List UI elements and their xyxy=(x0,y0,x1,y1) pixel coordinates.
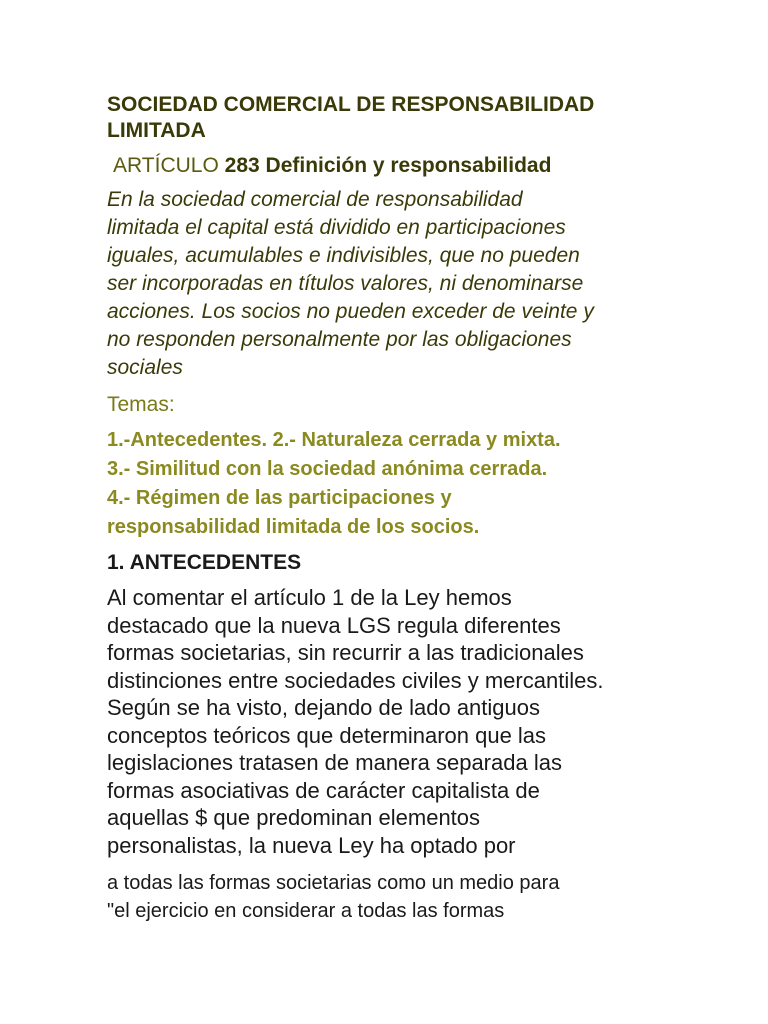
text-line: personalistas, la nueva Ley ha optado por xyxy=(107,832,516,858)
text-line: ser incorporadas en títulos valores, ni denominarse xyxy=(107,272,584,295)
body-paragraph-continued xyxy=(107,869,677,925)
topics-list xyxy=(107,426,707,542)
text-line: legislaciones tratasen de manera separada las xyxy=(107,750,562,775)
topic-line: 3.- Similitud con la sociedad anónima cerrada. xyxy=(107,458,548,480)
text-line: destacado que la nueva LGS regula diferentes xyxy=(107,612,561,638)
text-line: a todas las formas societarias como un medio para xyxy=(107,872,560,894)
body-paragraph xyxy=(107,584,677,859)
text-line: formas asociativas de carácter capitalista de xyxy=(107,777,540,803)
text-line: sociales xyxy=(107,356,183,379)
article-heading xyxy=(107,153,707,179)
document-title xyxy=(107,92,707,144)
text-line: formas societarias, sin recurrir a las tradicionales xyxy=(107,640,584,665)
section-heading: 1. ANTECEDENTES xyxy=(107,551,302,574)
text-line: acciones. Los socios no pueden exceder de veinte y xyxy=(107,300,594,323)
topics-label: Temas: xyxy=(107,393,175,416)
text-line: no responden personalmente por las obligaciones xyxy=(107,328,572,351)
article-definition-text xyxy=(107,186,667,382)
text-line: distinciones entre sociedades civiles y mercantiles. xyxy=(107,667,604,693)
text-line: Según se ha visto, dejando de lado antiguos xyxy=(107,695,540,720)
article-title: 283 Definición y responsabilidad xyxy=(224,154,552,177)
text-line: aquellas $ que predominan elementos xyxy=(107,805,481,830)
text-line: limitada el capital está dividido en participaciones xyxy=(107,216,566,239)
topic-line: responsabilidad limitada de los socios. xyxy=(107,516,480,538)
text-line: "el ejercicio en considerar a todas las formas xyxy=(107,900,505,922)
document-page xyxy=(107,92,707,925)
topic-line: 4.- Régimen de las participaciones y xyxy=(107,487,452,509)
text-line: conceptos teóricos que determinaron que las xyxy=(107,722,547,748)
text-line: iguales, acumulables e indivisibles, que no pueden xyxy=(107,244,580,267)
title-line: SOCIEDAD COMERCIAL DE RESPONSABILIDAD xyxy=(107,93,595,116)
topic-line: 1.-Antecedentes. 2.- Naturaleza cerrada y mixta. xyxy=(107,429,561,451)
title-line: LIMITADA xyxy=(107,119,206,142)
text-line: En la sociedad comercial de responsabilidad xyxy=(107,188,523,211)
text-line: Al comentar el artículo 1 de la Ley hemos xyxy=(107,585,512,610)
article-word: ARTÍCULO xyxy=(113,154,219,177)
